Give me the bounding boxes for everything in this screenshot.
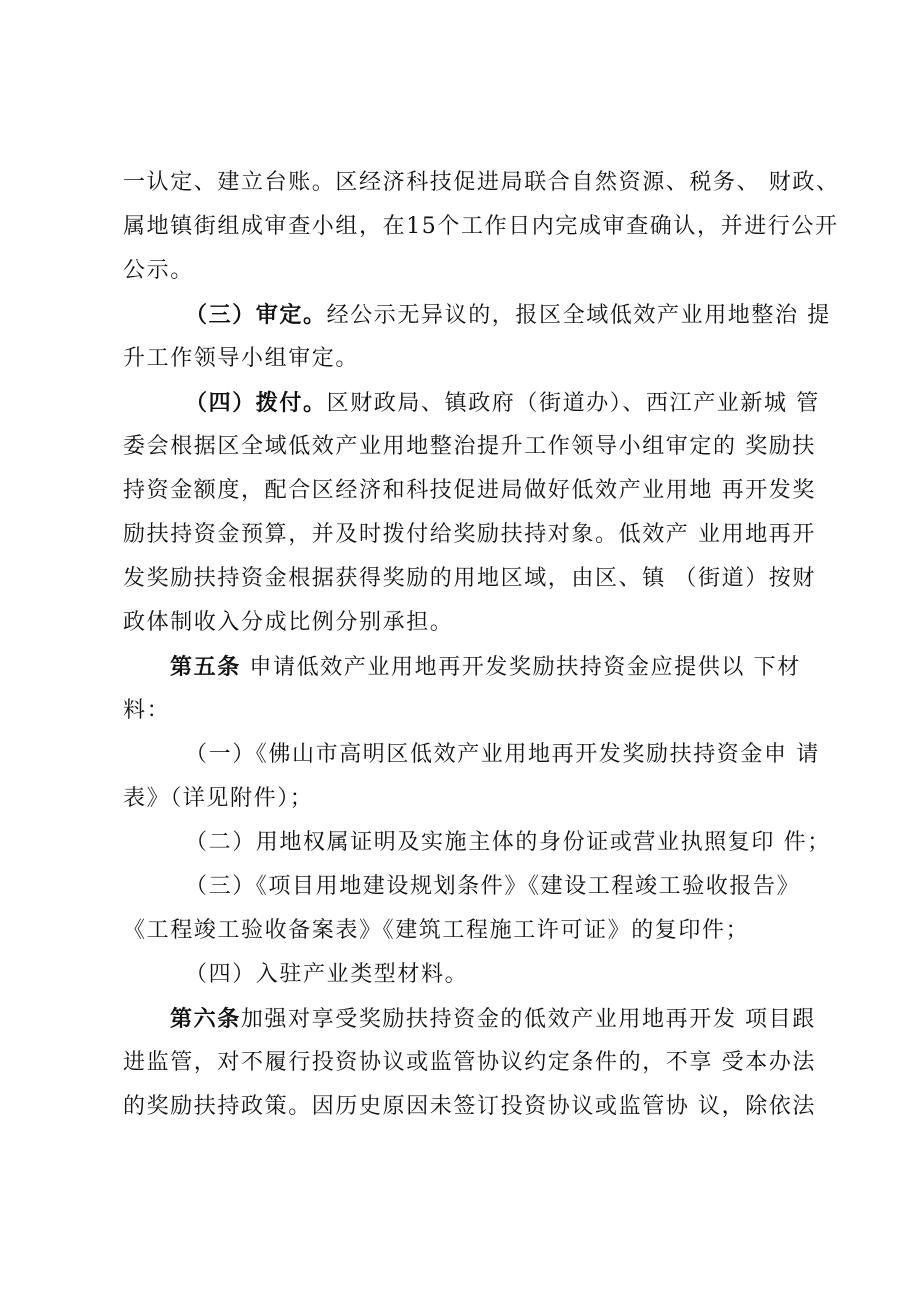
text-line-22: 的奖励扶持政策。因历史原因未签订投资协议或监管协 议，除依法: [123, 1094, 816, 1119]
list-item-1-line: （一）《佛山市高明区低效产业用地再开发奖励扶持资金申 请: [185, 742, 820, 767]
text-line-11: 政体制收入分成比例分别承担。: [123, 610, 454, 635]
clause-4-heading-line: （四）拨付。区财政局、镇政府（街道办）、西江产业新城 管: [185, 390, 820, 416]
article-6-heading: 第六条: [170, 1006, 241, 1032]
text-line-3: 公示。: [123, 258, 194, 283]
clause-3-heading: （三）审定。: [185, 302, 327, 328]
text-line-21: 进监管，对不履行投资协议或监管协议约定条件的，不享 受本办法: [123, 1050, 816, 1075]
list-item-4-line: （四）入驻产业类型材料。: [185, 962, 469, 987]
article-6-line: 第六条加强对享受奖励扶持资金的低效产业用地再开发 项目跟: [170, 1006, 816, 1032]
text-line-9: 励扶持资金预算，并及时拨付给奖励扶持对象。低效产 业用地再开: [123, 522, 816, 547]
article-5-heading: 第五条: [170, 654, 241, 680]
text-line-1: 一认定、建立台账。区经济科技促进局联合自然资源、税务、 财政、: [123, 170, 840, 195]
list-item-3-line: （三）《项目用地建设规划条件》《建设工程竣工验收报告》: [185, 874, 801, 899]
text-line-2: 属地镇街组成审查小组，在15个工作日内完成审查确认，并进行公开: [123, 214, 839, 239]
text-line-10: 发奖励扶持资金根据获得奖励的用地区域，由区、镇 （街道）按财: [123, 566, 816, 591]
text-line-7: 委会根据区全域低效产业用地整治提升工作领导小组审定的 奖励扶: [123, 434, 816, 459]
text-line-8: 持资金额度，配合区经济和科技促进局做好低效产业用地 再开发奖: [123, 478, 816, 503]
list-item-2-line: （二）用地权属证明及实施主体的身份证或营业执照复印 件；: [185, 830, 831, 855]
text-line-13: 料：: [123, 698, 171, 723]
text-line-18: 《工程竣工验收备案表》《建筑工程施工许可证》的复印件；: [123, 918, 750, 943]
clause-3-heading-line: （三）审定。经公示无异议的，报区全域低效产业用地整治 提: [185, 302, 831, 328]
text-line-15: 表》（详见附件）；: [123, 786, 314, 811]
text-line-5: 升工作领导小组审定。: [123, 346, 360, 371]
clause-4-heading: （四）拨付。: [185, 390, 327, 416]
article-5-line: 第五条 申请低效产业用地再开发奖励扶持资金应提供以 下材: [170, 654, 801, 680]
